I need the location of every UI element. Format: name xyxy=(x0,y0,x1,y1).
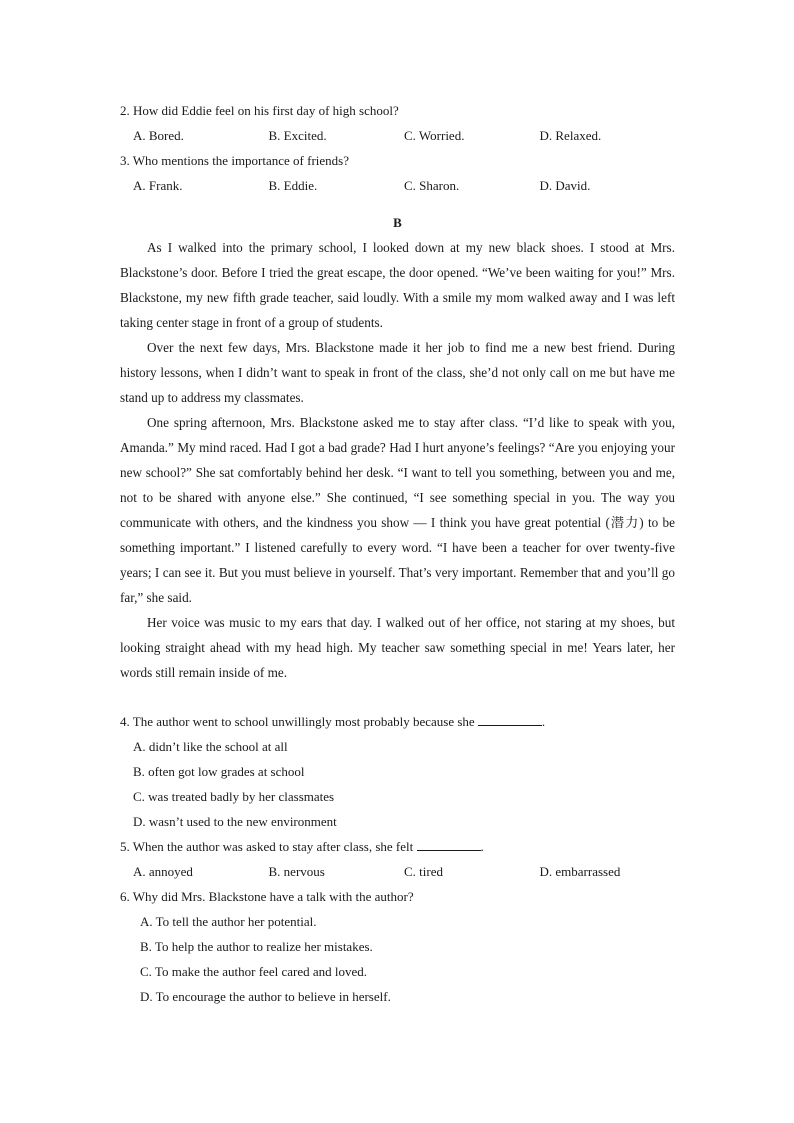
answer-blank xyxy=(478,711,542,726)
question-6: 6. Why did Mrs. Blackstone have a talk with the author? xyxy=(120,889,414,904)
question-4-option-b: B. often got low grades at school xyxy=(133,764,305,779)
exam-page xyxy=(120,98,675,1009)
question-3: 3. Who mentions the importance of friends? xyxy=(120,153,350,168)
question-6-option-d: D. To encourage the author to believe in herself. xyxy=(140,989,391,1004)
question-5-option-a: A. annoyed xyxy=(133,864,193,879)
question-2-option-d: D. Relaxed. xyxy=(539,128,602,143)
question-4-option-a: A. didn’t like the school at all xyxy=(133,739,288,754)
question-2-option-c: C. Worried. xyxy=(404,128,465,143)
question-5-option-d: D. embarrassed xyxy=(539,864,621,879)
question-4 xyxy=(120,709,675,734)
question-5-end: . xyxy=(480,839,484,854)
answer-blank xyxy=(417,836,481,851)
question-4-end: . xyxy=(541,714,546,729)
question-3-option-b: B. Eddie. xyxy=(268,178,318,193)
question-5-options xyxy=(120,859,675,884)
passage-paragraph-1: As I walked into the primary school, I looked down at my new black shoes. I stood at Mrs. Blackstone’s door. Before I tried the great escape, the door opened. “We’ve been waiting for you!” Mrs. Blackstone, my new fifth grade teacher, said loudly. With a smile my mom walked away and I was left taking center stage in front of a group of students. xyxy=(120,240,675,330)
question-3-options xyxy=(120,173,675,198)
question-5-option-c: C. tired xyxy=(404,864,443,879)
question-5-option-b: B. nervous xyxy=(268,864,325,879)
question-3-option-a: A. Frank. xyxy=(133,178,183,193)
section-b-passage xyxy=(120,235,675,685)
question-3-option-c: C. Sharon. xyxy=(404,178,460,193)
question-6-option-c: C. To make the author feel cared and loved. xyxy=(140,964,367,979)
question-5 xyxy=(120,834,675,859)
section-b-title: B xyxy=(393,215,402,230)
question-4-option-c: C. was treated badly by her classmates xyxy=(133,789,335,804)
passage-paragraph-3: One spring afternoon, Mrs. Blackstone asked me to stay after class. “I’d like to speak with you, Amanda.” My mind raced. Had I got a bad grade? Had I hurt anyone’s feelings? “Are you enjoying your new school?” She sat comfortably behind her desk. “I want to tell you something, between you and me, not to be shared with anyone else.” She continued, “I see something special in you. The way you communicate with others, and the kindness you show — I think you have great potential (潜力) to be something important.” I listened carefully to every word. “I have been a teacher for over twenty-five years; I can see it. But you must believe in yourself. That’s very important. Remember that and you’ll go far,” she said. xyxy=(120,415,675,605)
passage-paragraph-2: Over the next few days, Mrs. Blackstone made it her job to find me a new best friend. During history lessons, when I didn’t want to speak in front of the class, she’d not only call on me but have me stand up to address my classmates. xyxy=(120,340,675,405)
question-4-option-d: D. wasn’t used to the new environment xyxy=(133,814,337,829)
question-6-option-b: B. To help the author to realize her mistakes. xyxy=(140,939,373,954)
question-2-option-a: A. Bored. xyxy=(133,128,184,143)
passage-paragraph-4: Her voice was music to my ears that day. I walked out of her office, not staring at my shoes, but looking straight ahead with my head high. My teacher saw something special in me! Years later, her words still remain inside of me. xyxy=(120,615,675,680)
question-3-option-d: D. David. xyxy=(539,178,591,193)
question-4-text: 4. The author went to school unwillingly most probably because she xyxy=(120,714,475,729)
question-6-option-a: A. To tell the author her potential. xyxy=(140,914,317,929)
question-2-option-b: B. Excited. xyxy=(268,128,327,143)
question-2: 2. How did Eddie feel on his first day of high school? xyxy=(120,103,399,118)
question-5-text: 5. When the author was asked to stay after class, she felt xyxy=(120,839,414,854)
spacer xyxy=(120,685,675,709)
question-2-options xyxy=(120,123,675,148)
